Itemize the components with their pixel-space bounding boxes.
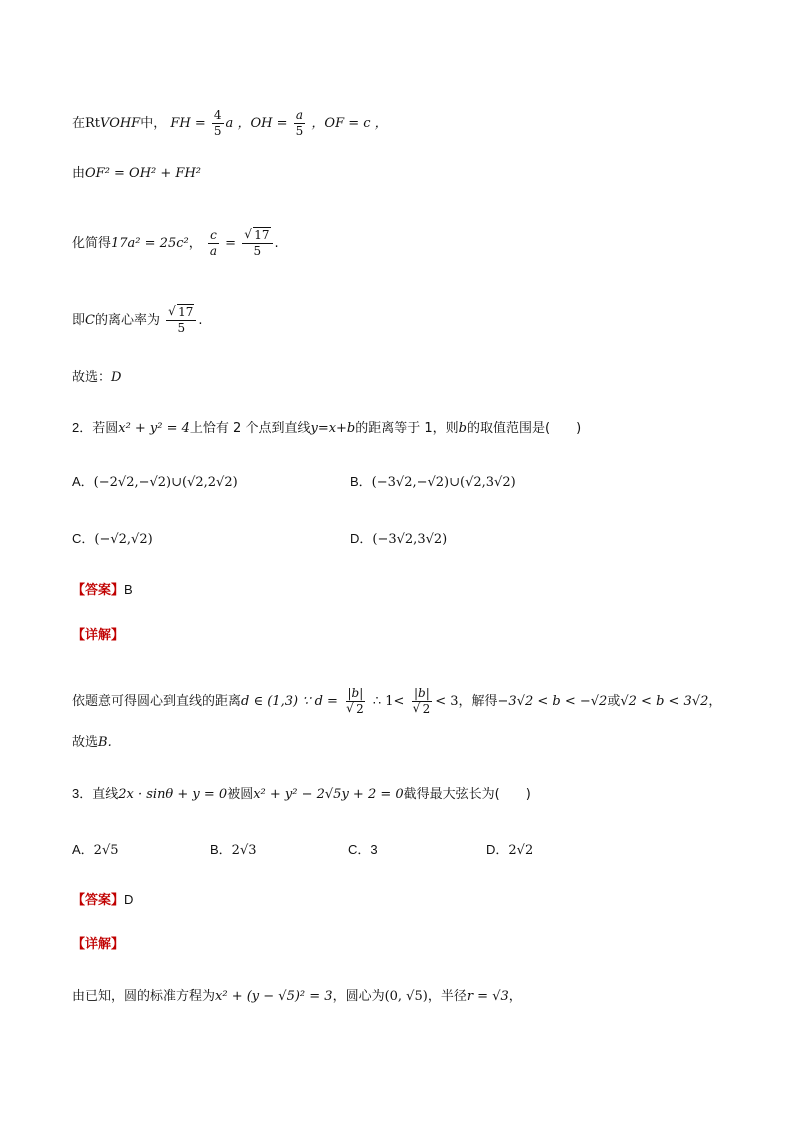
detail-tag: 【详解】 (72, 937, 125, 952)
numerator: a (295, 108, 304, 122)
answer-value: D (124, 892, 134, 907)
math-line: y=x+b (310, 421, 356, 436)
option-label: C． (348, 842, 371, 857)
denominator: 5 (213, 124, 222, 138)
text: 由 (72, 166, 86, 181)
text: 上恰有 2 个点到直线 (189, 421, 311, 436)
sqrt-17 (244, 228, 270, 243)
fraction-sqrt17-5 (242, 228, 272, 259)
text: 故选 (72, 735, 99, 750)
radicand: 17 (254, 228, 270, 242)
q3-detail (72, 987, 522, 1007)
math-equation: x² + (y − √5)² = 3 (215, 989, 333, 1004)
q3-option-c (348, 840, 378, 861)
text: . (198, 313, 203, 328)
denominator: 5 (295, 124, 304, 138)
para-simplify (72, 228, 279, 259)
numerator: c (210, 228, 217, 242)
math-circle: x² + y² − 2√5y + 2 = 0 (253, 787, 404, 802)
q3-option-d (486, 840, 533, 861)
math-var: C (85, 313, 95, 328)
text: 即 (72, 313, 86, 328)
text: 或 (607, 694, 621, 709)
text: 故选： (72, 370, 112, 385)
option-value: 2√5 (93, 843, 119, 858)
q2-conclusion (72, 733, 112, 753)
option-label: B． (210, 842, 232, 857)
text: ，半径 (427, 989, 467, 1004)
option-label: B． (350, 474, 372, 489)
math-therefore: ∴ 1< (372, 694, 405, 709)
radicand: 2 (356, 702, 364, 716)
text: . (274, 236, 279, 251)
option-label: A． (72, 474, 94, 489)
sqrt-2 (346, 702, 365, 717)
option-label: D． (486, 842, 509, 857)
detail-tag: 【详解】 (72, 628, 125, 643)
option-label: D． (350, 531, 373, 546)
fraction-4-5 (212, 108, 224, 139)
para-eccentricity (72, 305, 203, 336)
text: ， (188, 236, 202, 251)
q2-stem (72, 418, 581, 439)
numerator: |b| (347, 686, 364, 700)
q2-option-d (350, 529, 447, 550)
math-rt: Rt (85, 116, 101, 131)
math-fh: FH = (170, 116, 206, 131)
option-label: A． (72, 842, 94, 857)
q3-answer (72, 890, 133, 911)
math-range: −3√2 < b < −√2 (497, 694, 608, 709)
para-pythagoras (72, 164, 201, 184)
radicand: 2 (422, 702, 431, 716)
math-var: a (225, 116, 234, 131)
math-var: b (458, 421, 467, 436)
answer-tag: 【答案】 (72, 583, 125, 598)
math-line: 2x · sinθ + y = 0 (118, 787, 228, 802)
sqrt-2 (413, 702, 432, 717)
fraction-sqrt17-5 (166, 305, 196, 336)
text: 依题意可得圆心到直线的距离 (72, 694, 242, 709)
para-choice (72, 368, 121, 388)
denominator: 5 (177, 321, 186, 335)
q2-detail (72, 686, 721, 717)
radicand: 17 (178, 305, 194, 319)
q2-answer (72, 580, 133, 601)
text: 化简得 (72, 236, 112, 251)
q3-detail-heading (72, 935, 124, 955)
text: 的距离等于 1，则 (355, 421, 459, 436)
choice: D (111, 370, 122, 385)
math-range: √2 < b < 3√2 (620, 694, 709, 709)
math-equals: = (225, 236, 237, 251)
text: ，圆心为 (332, 989, 385, 1004)
q3-option-b (210, 840, 257, 861)
text: 的离心率为 (94, 313, 160, 328)
math-triangle: VOHF (100, 116, 141, 131)
text: 截得最大弦长为( ) (403, 787, 531, 802)
para-triangle (72, 108, 388, 139)
denominator: 5 (253, 244, 262, 258)
numerator: |b| (414, 686, 430, 700)
option-value: 2√3 (231, 843, 257, 858)
q2-detail-heading (72, 626, 124, 646)
answer-value: B (124, 582, 133, 597)
q3-option-a (72, 840, 119, 861)
math-circle: x² + y² = 4 (118, 421, 190, 436)
math-radius: r = √3 (466, 989, 509, 1004)
text: 3．直线 (72, 786, 119, 801)
choice: B. (98, 735, 112, 750)
math-since: ∵ d = (302, 694, 338, 709)
math-interval: d ∈ (1,3) (241, 694, 299, 709)
fraction-a-5 (294, 108, 306, 139)
text: ， (508, 989, 522, 1004)
math-equation: 17a² = 25c² (111, 236, 189, 251)
math-of: ，OF = c ， (311, 116, 388, 131)
math-center: (0, √5) (384, 989, 428, 1004)
text: 由已知，圆的标准方程为 (72, 989, 216, 1004)
math-oh: ，OH = (237, 116, 288, 131)
option-value: (−√2,√2) (94, 532, 153, 547)
math-lt: < 3 (435, 694, 459, 709)
numerator: 4 (213, 108, 222, 122)
fraction-absb-sqrt2 (411, 686, 434, 717)
answer-tag: 【答案】 (72, 893, 125, 908)
text: 2．若圆 (72, 420, 119, 435)
option-label: C． (72, 531, 95, 546)
sqrt-17 (168, 305, 194, 320)
q2-option-b (350, 472, 516, 493)
text: ， (708, 694, 722, 709)
fraction-absb-sqrt2 (344, 686, 367, 717)
math-equation: OF² = OH² + FH² (85, 166, 201, 181)
q2-option-a (72, 472, 238, 493)
denominator: a (209, 244, 218, 258)
option-value: (−3√2,−√2)∪(√2,3√2) (371, 475, 516, 490)
text: 的取值范围是( ) (467, 421, 582, 436)
text: 被圆 (227, 787, 254, 802)
text: 在 (72, 116, 86, 131)
option-value: 3 (370, 842, 378, 857)
option-value: (−2√2,−√2)∪(√2,2√2) (93, 475, 238, 490)
text: ，解得 (458, 694, 498, 709)
option-value: (−3√2,3√2) (372, 532, 448, 547)
q2-option-c (72, 529, 153, 550)
option-value: 2√2 (508, 843, 534, 858)
fraction-c-a (208, 228, 219, 259)
text: 中， (140, 116, 167, 131)
q3-stem (72, 784, 531, 805)
